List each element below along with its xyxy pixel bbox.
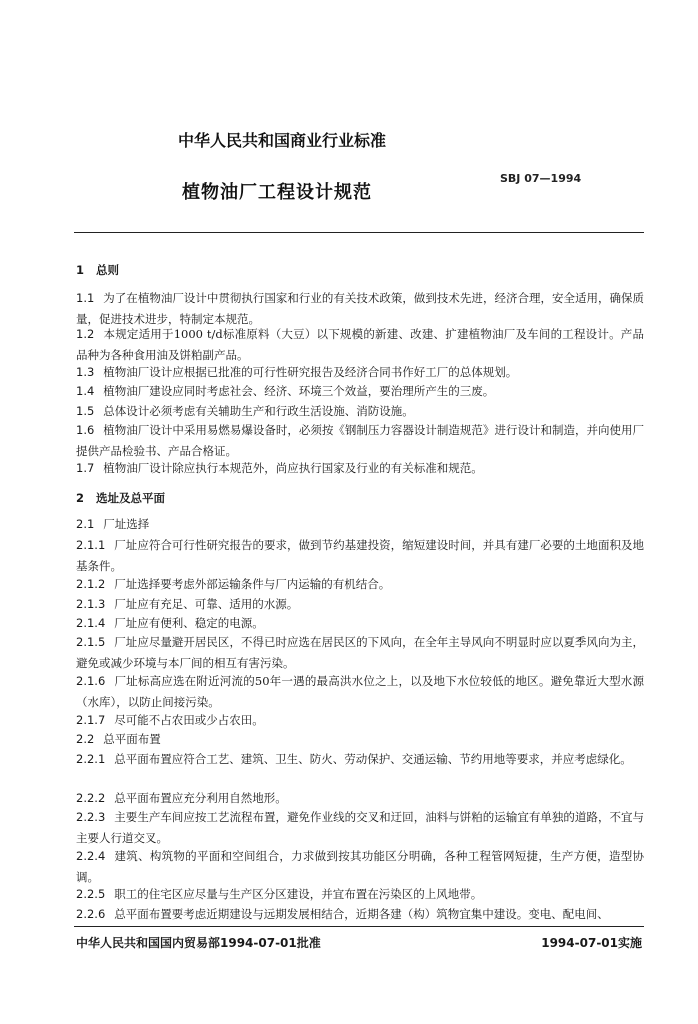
section-number: 1 — [76, 263, 85, 277]
clause-number: 2.1 — [76, 517, 95, 531]
clause-number: 2.1.3 — [76, 597, 106, 611]
clause-text: 本规定适用于1000 t/d标准原料（大豆）以下规模的新建、改建、扩建植物油厂及车间的工程设计。产品品种为各种食用油及饼粕副产品。 — [76, 327, 644, 362]
clause-number: 2.1.5 — [76, 635, 106, 649]
section-number: 2 — [76, 491, 85, 505]
clause-text: 厂址应尽量避开居民区，不得已时应选在居民区的下风向，在全年主导风向不明显时应以夏季风向为主，避免或减少环境与本厂间的相互有害污染。 — [76, 635, 644, 670]
clause-number: 2.2.5 — [76, 887, 106, 901]
section-heading-2 — [76, 490, 165, 506]
clause-1-5 — [76, 401, 644, 422]
clause-number: 1.7 — [76, 461, 95, 475]
clause-text: 厂址标高应选在附近河流的50年一遇的最高洪水位之上，以及地下水位较低的地区。避免靠近大型水源（水库），以防止间接污染。 — [76, 674, 644, 709]
clause-text: 尽可能不占农田或少占农田。 — [114, 713, 264, 727]
clause-text: 植物油厂设计除应执行本规范外，尚应执行国家及行业的有关标准和规范。 — [103, 461, 483, 475]
clause-number: 2.1.7 — [76, 713, 106, 727]
clause-text: 植物油厂设计应根据已批准的可行性研究报告及经济合同书作好工厂的总体规划。 — [103, 365, 518, 379]
clause-text: 为了在植物油厂设计中贯彻执行国家和行业的有关技术政策，做到技术先进，经济合理，安全适用，确保质量，促进技术进步，特制定本规范。 — [76, 291, 644, 326]
standard-code: SBJ 07—1994 — [500, 172, 582, 185]
clause-number: 1.5 — [76, 404, 95, 418]
clause-text: 厂址选择 — [103, 517, 150, 531]
clause-number: 2.2.4 — [76, 849, 106, 863]
clause-text: 总平面布置 — [103, 732, 161, 746]
clause-2-2-4 — [76, 846, 644, 888]
effective-date: 1994-07-01实施 — [541, 936, 642, 950]
clause-number: 1.1 — [76, 291, 95, 305]
clause-text: 职工的住宅区应尽量与生产区分区建设，并宜布置在污染区的上风地带。 — [114, 887, 483, 901]
clause-text: 总体设计必须考虑有关辅助生产和行政生活设施、消防设施。 — [103, 404, 414, 418]
clause-2-2 — [76, 729, 644, 750]
clause-text: 厂址应有便利、稳定的电源。 — [114, 616, 264, 630]
clause-2-2-5 — [76, 884, 644, 905]
clause-text: 植物油厂建设应同时考虑社会、经济、环境三个效益，要治理所产生的三废。 — [103, 384, 495, 398]
clause-number: 1.2 — [76, 327, 95, 341]
clause-2-1-5 — [76, 632, 644, 674]
clause-2-1-1 — [76, 535, 644, 577]
clause-2-1-4 — [76, 613, 644, 634]
clause-2-1 — [76, 514, 644, 535]
clause-text: 厂址选择要考虑外部运输条件与厂内运输的有机结合。 — [114, 577, 391, 591]
clause-2-1-6 — [76, 671, 644, 713]
clause-text: 建筑、构筑物的平面和空间组合，力求做到按其功能区分明确，各种工程管网短捷，生产方便，造型协调。 — [76, 849, 644, 884]
clause-1-7 — [76, 458, 644, 479]
clause-2-1-7 — [76, 710, 644, 731]
clause-number: 2.1.2 — [76, 577, 106, 591]
header-rule — [74, 232, 644, 233]
clause-number: 2.2 — [76, 732, 95, 746]
clause-number: 2.1.4 — [76, 616, 106, 630]
clause-number: 2.1.6 — [76, 674, 106, 688]
clause-number: 2.2.6 — [76, 907, 106, 921]
clause-1-6 — [76, 420, 644, 462]
clause-text: 总平面布置要考虑近期建设与远期发展相结合，近期各建（构）筑物宜集中建设。变电、配电间、 — [114, 907, 609, 921]
clause-2-2-2 — [76, 788, 644, 809]
clause-1-4 — [76, 381, 644, 402]
clause-2-2-1 — [76, 749, 644, 770]
clause-text: 总平面布置应充分利用自然地形。 — [114, 791, 287, 805]
section-title: 总则 — [96, 263, 119, 277]
clause-text: 植物油厂设计中采用易燃易爆设备时，必须按《钢制压力容器设计制造规范》进行设计和制造，并向使用厂提供产品检验书、产品合格证。 — [76, 423, 644, 458]
clause-2-1-3 — [76, 594, 644, 615]
clause-text: 厂址应符合可行性研究报告的要求，做到节约基建投资，缩短建设时间，并具有建厂必要的土地面积及地基条件。 — [76, 538, 644, 573]
clause-2-2-6 — [76, 904, 644, 925]
section-heading-1 — [76, 262, 119, 278]
clause-1-2 — [76, 324, 644, 366]
clause-number: 2.2.2 — [76, 791, 106, 805]
clause-number: 1.3 — [76, 365, 95, 379]
clause-2-1-2 — [76, 574, 644, 595]
footer-rule — [74, 926, 644, 927]
clause-1-3 — [76, 362, 644, 383]
clause-2-2-3 — [76, 807, 644, 849]
clause-number: 2.2.3 — [76, 810, 106, 824]
clause-number: 1.4 — [76, 384, 95, 398]
approval-line: 中华人民共和国国内贸易部1994-07-01批准 — [76, 936, 321, 950]
section-title: 选址及总平面 — [96, 491, 165, 505]
clause-number: 1.6 — [76, 423, 95, 437]
clause-text: 厂址应有充足、可靠、适用的水源。 — [114, 597, 299, 611]
clause-text: 主要生产车间应按工艺流程布置，避免作业线的交叉和迂回，油料与饼粕的运输宜有单独的道路，不宜与主要人行道交叉。 — [76, 810, 644, 845]
standard-category-heading: 中华人民共和国商业行业标准 — [178, 131, 387, 150]
clause-number: 2.2.1 — [76, 752, 106, 766]
clause-number: 2.1.1 — [76, 538, 106, 552]
document-title: 植物油厂工程设计规范 — [182, 182, 372, 203]
clause-text: 总平面布置应符合工艺、建筑、卫生、防火、劳动保护、交通运输、节约用地等要求，并应考虑绿化。 — [114, 752, 632, 766]
